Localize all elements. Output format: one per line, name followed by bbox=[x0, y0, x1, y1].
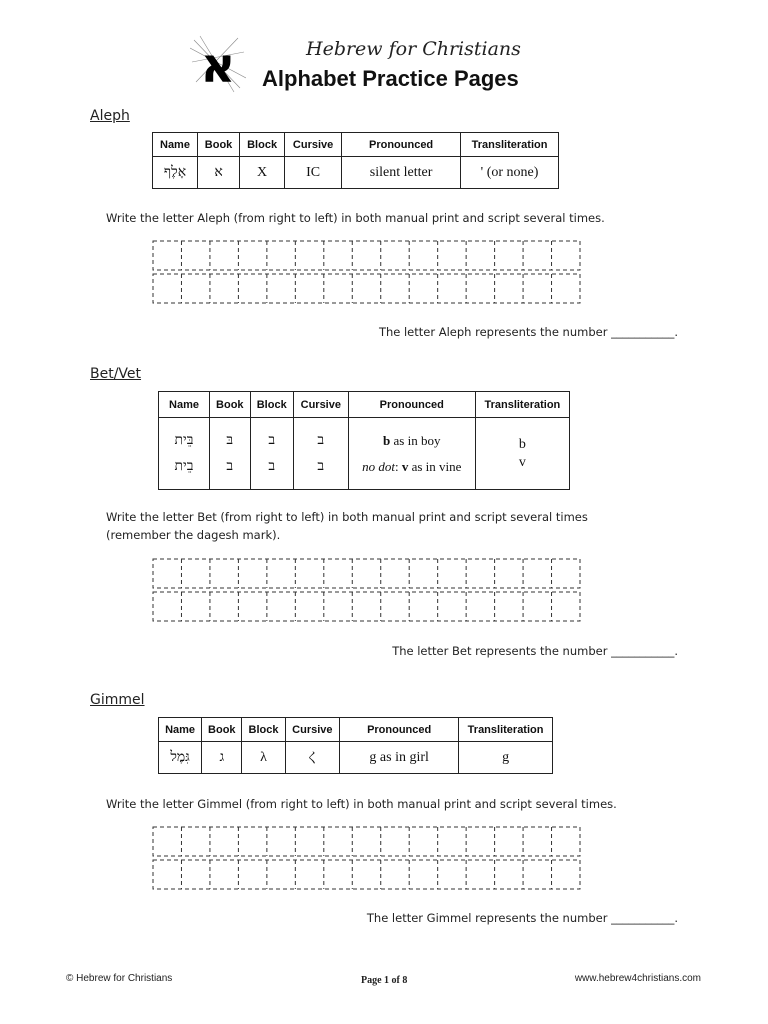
col-cursive: Cursive bbox=[285, 718, 340, 742]
bet-pronounced bbox=[348, 418, 475, 490]
footer-url[interactable]: www.hebrew4christians.com bbox=[574, 973, 701, 984]
footer-page: Page 1 of 8 bbox=[361, 975, 408, 986]
vet-block-glyph: ב bbox=[268, 458, 276, 474]
bet-translit-b: b bbox=[518, 436, 526, 452]
gimmel-table bbox=[158, 717, 553, 774]
bet-book bbox=[210, 418, 251, 490]
col-transliteration: Transliteration bbox=[459, 718, 553, 742]
bet-instruction bbox=[106, 508, 588, 544]
section-title-aleph: Aleph bbox=[90, 108, 130, 124]
col-block: Block bbox=[240, 133, 285, 157]
aleph-table bbox=[152, 132, 559, 189]
aleph-number-line: The letter Aleph represents the number ___________. bbox=[378, 325, 678, 339]
aleph-cursive: IC bbox=[285, 157, 342, 189]
col-cursive: Cursive bbox=[293, 392, 348, 418]
vet-pron-rest: as in vine bbox=[408, 458, 462, 474]
bet-pron-rest: as in boy bbox=[390, 432, 441, 448]
gimmel-name: גִּמֶל bbox=[159, 742, 202, 774]
page-title: Alphabet Practice Pages bbox=[262, 66, 519, 91]
col-transliteration: Transliteration bbox=[461, 133, 559, 157]
gimmel-translit: g bbox=[459, 742, 553, 774]
vet-pron-colon: : bbox=[394, 458, 402, 474]
gimmel-pronounced: g as in girl bbox=[340, 742, 459, 774]
bet-pron-letter: b bbox=[383, 432, 391, 448]
logo-letter: א bbox=[200, 38, 236, 94]
col-book: Book bbox=[202, 718, 242, 742]
col-transliteration: Transliteration bbox=[475, 392, 569, 418]
gimmel-block: λ bbox=[242, 742, 285, 774]
bet-cursive bbox=[293, 418, 348, 490]
vet-name: בֵית bbox=[174, 458, 194, 474]
section-title-gimmel: Gimmel bbox=[90, 692, 145, 708]
aleph-book: א bbox=[197, 157, 239, 189]
bet-table bbox=[158, 391, 570, 490]
bet-practice-grid[interactable] bbox=[152, 558, 582, 622]
aleph-instruction: Write the letter Aleph (from right to left) in both manual print and script several times. bbox=[106, 211, 605, 225]
gimmel-practice-grid[interactable] bbox=[152, 826, 582, 890]
vet-pron-letter: v bbox=[401, 458, 409, 474]
gimmel-book: ג bbox=[202, 742, 242, 774]
gimmel-instruction: Write the letter Gimmel (from right to left) in both manual print and script several times. bbox=[106, 797, 617, 811]
vet-pron-nodot: no dot bbox=[362, 458, 395, 474]
aleph-block: X bbox=[240, 157, 285, 189]
bet-translit bbox=[475, 418, 569, 490]
aleph-pronounced: silent letter bbox=[342, 157, 461, 189]
bet-instruction-line2: (remember the dagesh mark). bbox=[106, 528, 281, 542]
col-book: Book bbox=[197, 133, 239, 157]
bet-block-glyph: ב bbox=[268, 432, 276, 448]
col-book: Book bbox=[210, 392, 251, 418]
gimmel-cursive: く bbox=[285, 742, 340, 774]
bet-number-line: The letter Bet represents the number ___________. bbox=[392, 644, 678, 658]
section-title-bet: Bet/Vet bbox=[90, 366, 142, 382]
col-pronounced: Pronounced bbox=[340, 718, 459, 742]
gimmel-number-line: The letter Gimmel represents the number ___________. bbox=[366, 911, 678, 925]
aleph-logo-icon bbox=[190, 32, 246, 94]
vet-pronounced-line bbox=[353, 454, 471, 480]
aleph-translit: ' (or none) bbox=[461, 157, 559, 189]
col-name: Name bbox=[159, 718, 202, 742]
col-cursive: Cursive bbox=[285, 133, 342, 157]
bet-name bbox=[159, 418, 210, 490]
brand-name: Hebrew for Christians bbox=[306, 38, 521, 60]
col-pronounced: Pronounced bbox=[348, 392, 475, 418]
vet-cursive-glyph: ב bbox=[317, 458, 325, 474]
bet-pronounced-line bbox=[353, 428, 471, 454]
col-block: Block bbox=[242, 718, 285, 742]
bet-cursive-glyph: ב bbox=[317, 432, 325, 448]
col-block: Block bbox=[250, 392, 293, 418]
aleph-practice-grid[interactable] bbox=[152, 240, 582, 304]
bet-instruction-line1: Write the letter Bet (from right to left) in both manual print and script several times bbox=[106, 510, 588, 524]
vet-book: ב bbox=[226, 458, 234, 474]
bet-name-dot: בֵּית bbox=[174, 432, 194, 448]
bet-block bbox=[250, 418, 293, 490]
footer-copyright: © Hebrew for Christians bbox=[66, 973, 173, 984]
aleph-name: אָלֶף bbox=[153, 157, 198, 189]
bet-book-dot: בּ bbox=[226, 432, 234, 448]
col-pronounced: Pronounced bbox=[342, 133, 461, 157]
col-name: Name bbox=[159, 392, 210, 418]
col-name: Name bbox=[153, 133, 198, 157]
vet-translit-v: v bbox=[518, 454, 526, 470]
